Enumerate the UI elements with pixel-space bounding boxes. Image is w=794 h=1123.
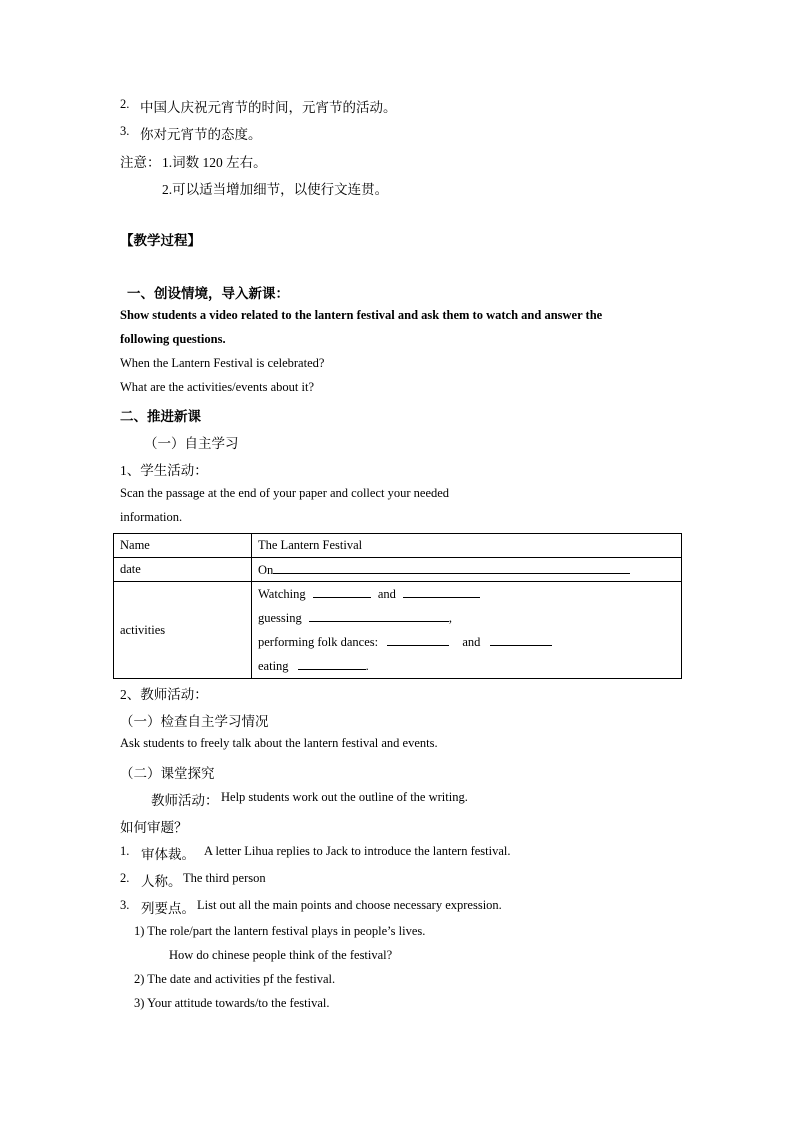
scan-instruction-line-1: Scan the passage at the end of your paper and collect your needed — [120, 486, 450, 500]
guessing-blank[interactable] — [309, 610, 449, 622]
watching-label: Watching — [258, 587, 306, 601]
folk-dance-blank-2[interactable] — [490, 634, 552, 646]
table-row — [114, 558, 682, 582]
date-blank[interactable] — [273, 562, 630, 574]
step-2-cn: 人称。 — [141, 874, 182, 889]
part-2-heading: 二、推进新课 — [120, 409, 201, 424]
classroom-exploration: （二）课堂探究 — [120, 766, 215, 781]
self-study-heading: （一）自主学习 — [144, 436, 239, 451]
part-1-heading: 一、创设情境，导入新课： — [127, 286, 289, 301]
question-1: When the Lantern Festival is celebrated? — [120, 356, 325, 370]
item-2-number: 2. — [120, 97, 130, 111]
item-3-text: 你对元宵节的态度。 — [140, 127, 262, 142]
and-label-2: and — [462, 635, 481, 649]
and-label-1: and — [377, 587, 396, 601]
teacher-activity-heading: 2、教师活动： — [120, 687, 208, 702]
table-label-date: date — [114, 558, 252, 582]
teacher-activity-prefix: 教师活动： — [151, 793, 219, 808]
folk-dance-blank-1[interactable] — [387, 634, 449, 646]
step-1-number: 1. — [120, 844, 130, 858]
eating-label: eating — [258, 659, 289, 673]
how-to-analyze: 如何审题？ — [120, 820, 188, 835]
step-3-en: List out all the main points and choose necessary expression. — [197, 898, 502, 912]
table-value-activities — [252, 582, 682, 679]
part-1-bold-line-2: following questions. — [120, 332, 226, 346]
check-self-study: （一）检查自主学习情况 — [120, 714, 269, 729]
teacher-help-text: Help students work out the outline of the writing. — [221, 790, 468, 804]
step-3-cn: 列要点。 — [141, 901, 195, 916]
performing-label: performing folk dances: — [258, 635, 379, 649]
date-on-label: On — [258, 562, 274, 577]
note-2: 2.可以适当增加细节，以使行文连贯。 — [162, 182, 389, 197]
point-1: 1) The role/part the lantern festival plays in people’s lives. — [134, 924, 426, 938]
part-1-bold-line-1: Show students a video related to the lantern festival and ask them to watch and answer the — [120, 308, 603, 322]
table-label-name: Name — [114, 534, 252, 558]
step-2-number: 2. — [120, 871, 130, 885]
guessing-label: guessing — [258, 611, 302, 625]
note-label: 注意： — [120, 155, 161, 170]
point-3: 3) Your attitude towards/to the festival. — [134, 996, 330, 1010]
point-1-followup: How do chinese people think of the festival? — [169, 948, 393, 962]
item-3-number: 3. — [120, 124, 130, 138]
student-activity-heading: 1、学生活动： — [120, 463, 208, 478]
eating-period: . — [365, 659, 369, 673]
table-row — [114, 582, 682, 679]
table-value-date — [252, 558, 682, 582]
table-row — [114, 534, 682, 558]
guessing-comma: , — [448, 611, 452, 625]
watching-blank-1[interactable] — [313, 586, 371, 598]
watching-blank-2[interactable] — [403, 586, 480, 598]
lantern-festival-table — [113, 533, 682, 679]
step-1-en: A letter Lihua replies to Jack to introduce the lantern festival. — [204, 844, 511, 858]
table-label-activities: activities — [114, 582, 252, 679]
scan-instruction-line-2: information. — [120, 510, 183, 524]
step-2-en: The third person — [183, 871, 266, 885]
item-2-text: 中国人庆祝元宵节的时间，元宵节的活动。 — [140, 100, 397, 115]
teaching-process-heading: 【教学过程】 — [120, 233, 201, 248]
ask-students-line: Ask students to freely talk about the lantern festival and events. — [120, 736, 438, 750]
question-2: What are the activities/events about it? — [120, 380, 315, 394]
eating-blank[interactable] — [298, 658, 366, 670]
note-1: 1.词数 120 左右。 — [162, 155, 267, 170]
step-3-number: 3. — [120, 898, 130, 912]
point-2: 2) The date and activities pf the festival. — [134, 972, 336, 986]
step-1-cn: 审体裁。 — [141, 847, 195, 862]
table-value-name: The Lantern Festival — [252, 534, 682, 558]
